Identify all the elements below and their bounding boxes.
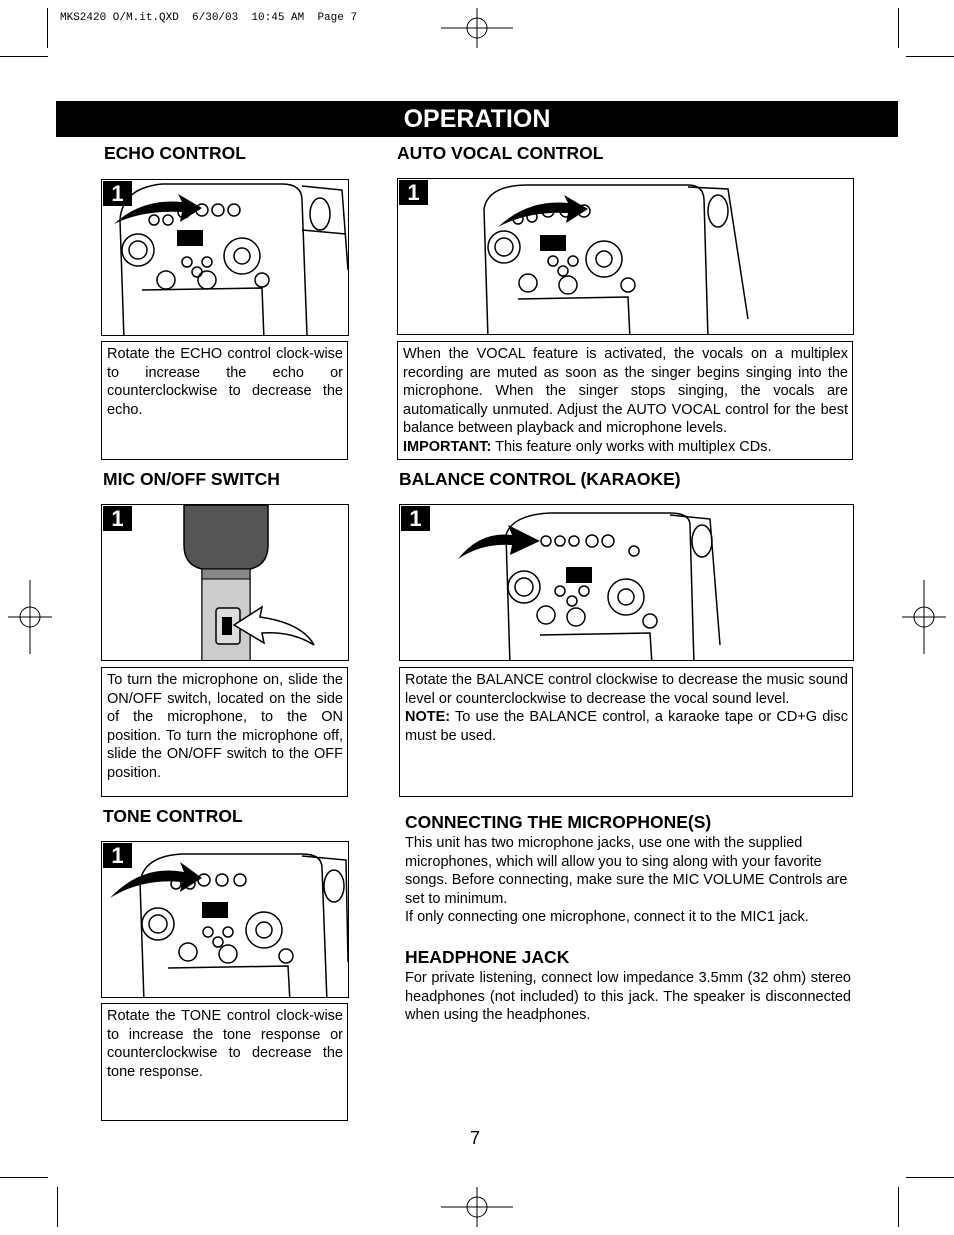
mic-switch-description — [101, 667, 348, 797]
tone-figure — [101, 841, 349, 998]
tone-description — [101, 1003, 348, 1121]
connecting-mic1-text: If only connecting one microphone, connect it to the MIC1 jack. — [405, 909, 809, 926]
balance-figure — [399, 504, 854, 661]
karaoke-unit-illustration — [400, 505, 853, 660]
note-label: NOTE: — [405, 709, 451, 726]
microphone-illustration — [102, 505, 348, 660]
file-slug: MKS2420 O/M.it.QXD 6/30/03 10:45 AM Page 7 — [60, 12, 358, 24]
note-text: To use the BALANCE control, a karaoke tape or CD+G disc must be used. — [405, 709, 848, 744]
auto-vocal-description — [397, 341, 853, 460]
headphone-text: For private listening, connect low impedance 3.5mm (32 ohm) stereo headphones (not included) to this jack. The speaker is disconnected when using the headphones. — [405, 970, 851, 1024]
important-label: IMPORTANT: — [403, 438, 492, 455]
karaoke-unit-illustration — [398, 179, 853, 334]
connecting-text: This unit has two microphone jacks, use one with the supplied microphones, which will allow you to sing along with your favorite songs. Before connecting, make sure the MIC VOLUME Controls are set to minimum. — [405, 835, 848, 907]
connecting-body — [405, 834, 849, 927]
echo-heading: ECHO CONTROL — [104, 143, 246, 163]
step-number-badge: 1 — [399, 180, 428, 205]
mic-switch-heading: MIC ON/OFF SWITCH — [103, 469, 280, 489]
balance-description — [399, 667, 853, 797]
headphone-heading: HEADPHONE JACK — [405, 947, 570, 967]
karaoke-unit-illustration — [102, 842, 348, 997]
connecting-heading: CONNECTING THE MICROPHONE(S) — [405, 812, 712, 832]
step-number-badge: 1 — [401, 506, 430, 531]
auto-vocal-heading: AUTO VOCAL CONTROL — [397, 143, 604, 163]
step-number-badge: 1 — [103, 843, 132, 868]
karaoke-unit-illustration — [102, 180, 348, 335]
auto-vocal-figure — [397, 178, 854, 335]
echo-text: Rotate the ECHO control clock-wise to increase the echo or counterclockwise to decrease the echo. — [107, 346, 343, 418]
page-number: 7 — [470, 1128, 481, 1148]
page-title: OPERATION — [403, 105, 551, 133]
balance-text: Rotate the BALANCE control clockwise to decrease the music sound level or counterclockwise to decrease the vocal sound level. — [405, 672, 848, 707]
mic-switch-figure — [101, 504, 349, 661]
mic-switch-text: To turn the microphone on, slide the ON/OFF switch, located on the side of the microphone, to the ON position. To turn the microphone off, slide the ON/OFF switch to the OFF position. — [107, 672, 343, 781]
echo-figure — [101, 179, 349, 336]
step-number-badge: 1 — [103, 506, 132, 531]
auto-vocal-text: When the VOCAL feature is activated, the vocals on a multiplex recording are muted as soon as the singer begins singing into the microphone. When the singer stops singing, the vocals are automatically unmuted. Adjust the AUTO VOCAL control for the best balance between playback and microphone levels. — [403, 346, 848, 437]
echo-description — [101, 341, 348, 460]
balance-heading: BALANCE CONTROL (KARAOKE) — [399, 469, 681, 489]
important-text: This feature only works with multiplex CDs. — [491, 438, 772, 455]
tone-text: Rotate the TONE control clock-wise to increase the tone response or counterclockwise to decrease the tone response. — [107, 1008, 343, 1080]
step-number-badge: 1 — [103, 181, 132, 206]
headphone-body — [405, 969, 851, 1025]
section-banner — [56, 101, 898, 137]
tone-heading: TONE CONTROL — [103, 806, 243, 826]
